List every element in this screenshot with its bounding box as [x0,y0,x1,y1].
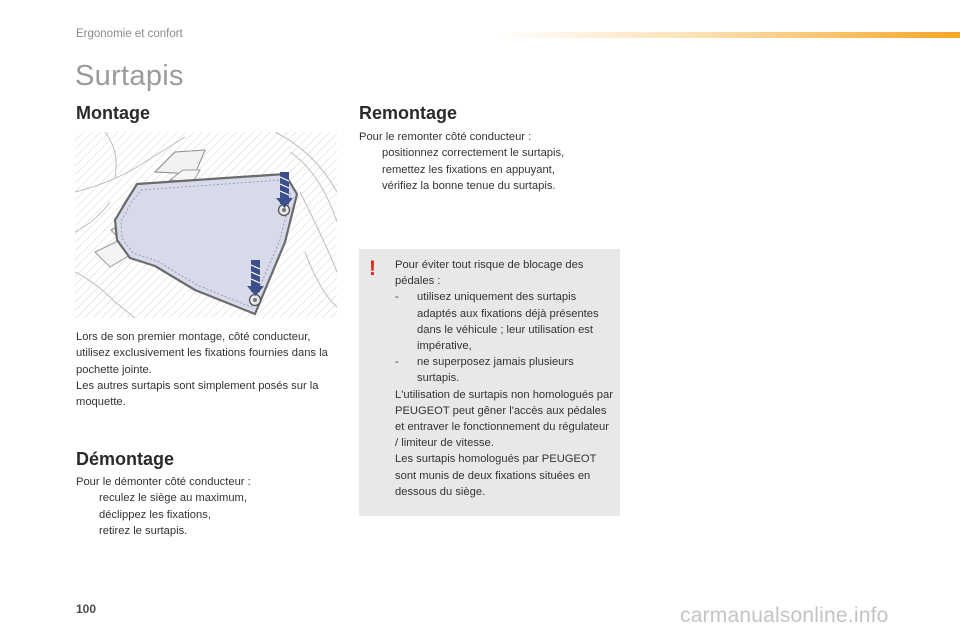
warning-paragraph-2: Les surtapis homologués par PEUGEOT sont munis de deux fixations situées en dessous du siège. [395,453,597,498]
page-number: 100 [76,602,97,616]
warning-paragraph-1: L'utilisation de surtapis non homologués par PEUGEOT peut gêner l'accès aux pédales et entraver le fonctionnement du régulateur / limiteur de vitesse. [395,388,613,450]
demontage-intro: Pour le démonter côté conducteur : [76,476,251,488]
list-item: déclippez les fixations, [99,508,211,521]
section-header: Ergonomie et confort [76,28,183,40]
demontage-heading: Démontage [76,449,175,469]
montage-paragraph-1: Lors de son premier montage, côté conducteur, utilisez exclusivement les fixations fournies dans la pochette jointe. [76,331,328,376]
montage-paragraph-2: Les autres surtapis sont simplement posés sur la moquette. [76,379,319,409]
remontage-text [359,129,624,194]
remontage-heading: Remontage [359,103,458,123]
watermark: carmanualsonline.info [680,604,889,627]
list-item: remettez les fixations en appuyant, [382,163,555,176]
montage-heading: Montage [76,103,150,123]
warning-intro: Pour éviter tout risque de blocage des pédales : [395,259,584,288]
remontage-steps [359,145,624,194]
list-item: reculez le siège au maximum, [99,492,247,505]
list-item: retirez le surtapis. [99,524,188,537]
list-item: positionnez correctement le surtapis, [382,147,565,160]
demontage-text [76,474,341,539]
warning-box [359,249,620,516]
warning-item: - utilisez uniquement des surtapis adaptés aux fixations déjà présentes dans le véhicule ; leur utilisation est impérative, [395,291,599,353]
page-title: Surtapis [75,60,184,92]
list-item: vérifiez la bonne tenue du surtapis. [382,179,556,192]
remontage-intro: Pour le remonter côté conducteur : [359,131,532,143]
warning-exclamation-icon: ! [369,257,376,280]
warning-text [395,257,615,500]
floor-mat-illustration [75,132,337,318]
demontage-steps [76,490,341,539]
header-accent-bar [495,32,960,38]
warning-item: - ne superposez jamais plusieurs surtapis. [395,356,574,385]
montage-text [76,329,341,410]
